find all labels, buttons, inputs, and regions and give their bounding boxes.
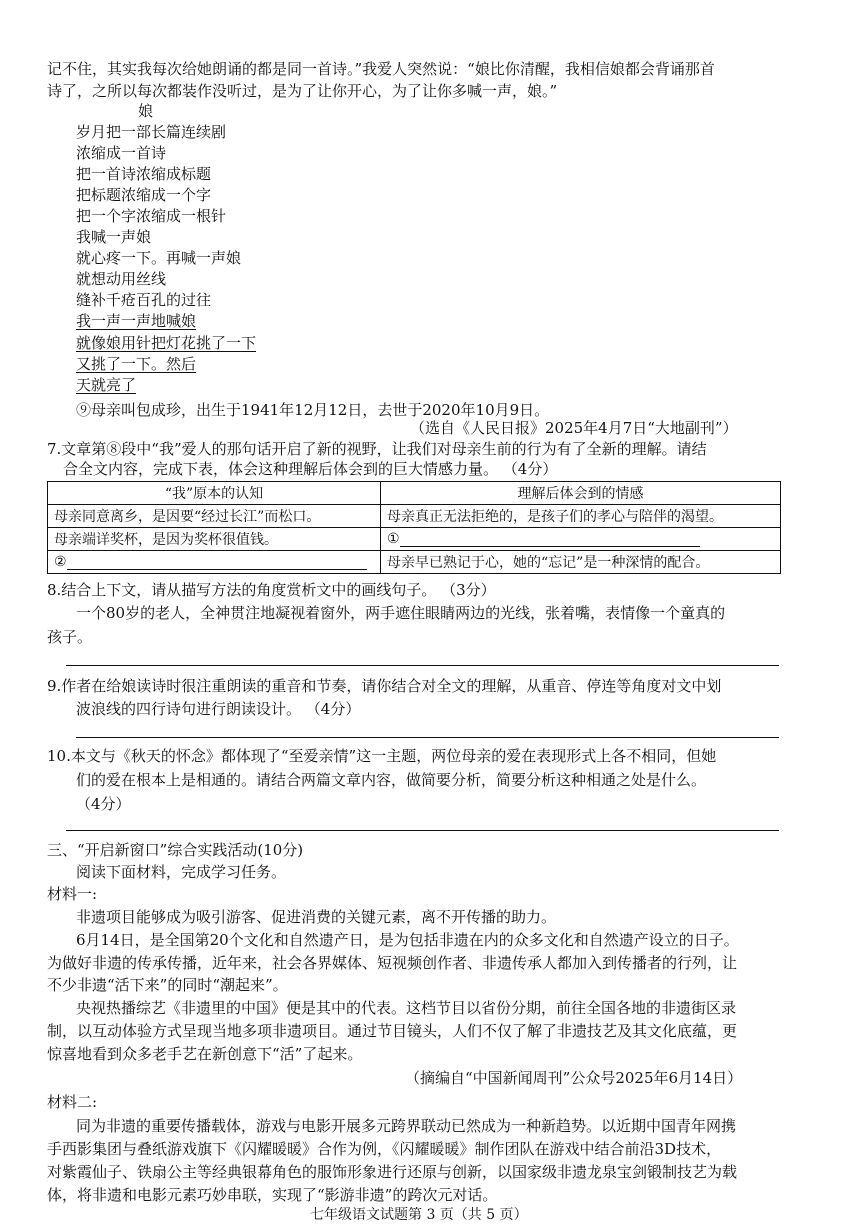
poem-wavy-line: 天就亮了 <box>76 376 137 394</box>
table-cell: 母亲早已熟记于心，她的“忘记”是一种深情的配合。 <box>381 551 781 574</box>
table-row <box>48 551 781 574</box>
poem-title: 娘 <box>138 102 154 120</box>
table-cell: 母亲真正无法拒绝的，是孩子们的孝心与陪伴的渴望。 <box>381 505 781 528</box>
question-8: 8.结合上下文，请从描写方法的角度赏析文中的画线句子。 （3分） <box>47 581 496 599</box>
poem-line: 就想动用丝线 <box>76 270 167 288</box>
answer-table <box>47 481 781 574</box>
answer-blank[interactable] <box>67 555 367 570</box>
answer-blank[interactable] <box>400 532 700 547</box>
quoted-sentence: 一个80岁的老人，全神贯注地凝视着窗外，两手遮住眼睛两边的光线，张着嘴，表情像一个童真的 <box>76 604 726 622</box>
material-line: 体，将非遗和电影元素巧妙串联，实现了“影游非遗”的跨次元对话。 <box>47 1186 498 1204</box>
material-line: 惊喜地看到众多老手艺在新创意下“活”了起来。 <box>47 1045 363 1063</box>
question-10: 们的爱在根本上是相通的。请结合两篇文章内容，做简要分析，简要分析这种相通之处是什么。 <box>76 771 707 789</box>
question-7: 7.文章第⑧段中“我”爱人的那句话开启了新的视野，让我们对母亲生前的行为有了全新的理解。请结 <box>47 440 707 458</box>
answer-line[interactable] <box>76 737 779 738</box>
footnote: ⑨母亲叫包成珍，出生于1941年12月12日，去世于2020年10月9日。 <box>76 401 550 419</box>
table-header: 理解后体会到的情感 <box>381 482 781 505</box>
material-line: 不少非遗“活下来”的同时“潮起来”。 <box>47 976 288 994</box>
instruction: 阅读下面材料，完成学习任务。 <box>76 863 287 881</box>
question-9: 9.作者在给娘读诗时很注重朗读的重音和节奏，请你结合对全文的理解，从重音、停连等角度对文中划 <box>47 677 722 695</box>
material-title: 材料一: <box>47 885 98 903</box>
poem-line: 缝补千疮百孔的过往 <box>76 291 212 309</box>
question-7: 合全文内容，完成下表，体会这种理解后体会到的巨大情感力量。 （4分） <box>63 460 558 478</box>
paragraph-line: 诗了，之所以每次都装作没听过，是为了让你开心，为了让你多喊一声，娘。” <box>47 82 558 100</box>
blank-label: ② <box>54 554 67 570</box>
table-header: “我”原本的认知 <box>48 482 381 505</box>
answer-line[interactable] <box>66 665 779 666</box>
source-citation: （摘编自“中国新闻周刊”公众号2025年6月14日） <box>405 1069 743 1087</box>
material-line: 为做好非遗的传承传播，近年来，社会各界媒体、短视频创作者、非遗传承人都加入到传播者的行列，让 <box>47 954 738 972</box>
paragraph-line: 记不住，其实我每次给她朗诵的都是同一首诗。”我爱人突然说：“娘比你清醒，我相信娘都会背诵那首 <box>47 60 715 78</box>
poem-line: 岁月把一部长篇连续剧 <box>76 123 227 141</box>
material-line: 央视热播综艺《非遗里的中国》便是其中的代表。这档节目以省份分期，前往全国各地的非遗街区录 <box>76 999 737 1017</box>
table-cell: 母亲同意离乡，是因要“经过长江”而松口。 <box>48 505 381 528</box>
poem-line: 把一个字浓缩成一根针 <box>76 207 227 225</box>
table-cell[interactable] <box>381 528 781 551</box>
page-footer: 七年级语文试题第 3 页（共 5 页） <box>310 1207 528 1223</box>
poem-line: 就心疼一下。再喊一声娘 <box>76 249 242 267</box>
material-line: 手西影集团与叠纸游戏旗下《闪耀暖暖》合作为例，《闪耀暖暖》制作团队在游戏中结合前沿3D技术， <box>47 1140 722 1158</box>
poem-line: 浓缩成一首诗 <box>76 144 167 162</box>
material-title: 材料二: <box>47 1093 98 1111</box>
poem-wavy-line: 我一声一声地喊娘 <box>76 312 197 330</box>
question-10: 10.本文与《秋天的怀念》都体现了“至爱亲情”这一主题，两位母亲的爱在表现形式上各不相同，但她 <box>47 747 717 765</box>
question-9: 波浪线的四行诗句进行朗读设计。 （4分） <box>76 700 361 718</box>
material-line: 同为非遗的重要传播载体，游戏与电影开展多元跨界联动已然成为一种新趋势。以近期中国青年网携 <box>76 1117 737 1135</box>
question-10: （4分） <box>76 795 131 813</box>
source-citation: （选自《人民日报》2025年4月7日“大地副刊”） <box>410 419 738 437</box>
table-cell: 母亲端详奖杯，是因为奖杯很值钱。 <box>48 528 381 551</box>
material-line: 非遗项目能够成为吸引游客、促进消费的关键元素，离不开传播的助力。 <box>76 908 557 926</box>
material-line: 6月14日，是全国第20个文化和自然遗产日，是为包括非遗在内的众多文化和自然遗产设立的日子。 <box>76 931 739 949</box>
poem-line: 我喊一声娘 <box>76 228 152 246</box>
section-title: 三、“开启新窗口”综合实践活动(10分) <box>47 841 304 859</box>
table-row <box>48 505 781 528</box>
table-row <box>48 528 781 551</box>
poem-line: 把标题浓缩成一个字 <box>76 186 212 204</box>
poem-wavy-line: 又挑了一下。然后 <box>76 355 197 373</box>
material-line: 对紫霞仙子、铁扇公主等经典银幕角色的服饰形象进行还原与创新，以国家级非遗龙泉宝剑锻制技艺为载 <box>47 1163 738 1181</box>
blank-label: ① <box>387 531 400 547</box>
answer-line[interactable] <box>66 830 779 831</box>
quoted-sentence: 孩子。 <box>47 628 93 646</box>
poem-wavy-line: 就像娘用针把灯花挑了一下 <box>76 334 257 352</box>
poem-line: 把一首诗浓缩成标题 <box>76 165 212 183</box>
material-line: 制，以互动体验方式呈现当地多项非遗项目。通过节目镜头，人们不仅了解了非遗技艺及其文化底蕴，更 <box>47 1022 738 1040</box>
table-cell[interactable] <box>48 551 381 574</box>
